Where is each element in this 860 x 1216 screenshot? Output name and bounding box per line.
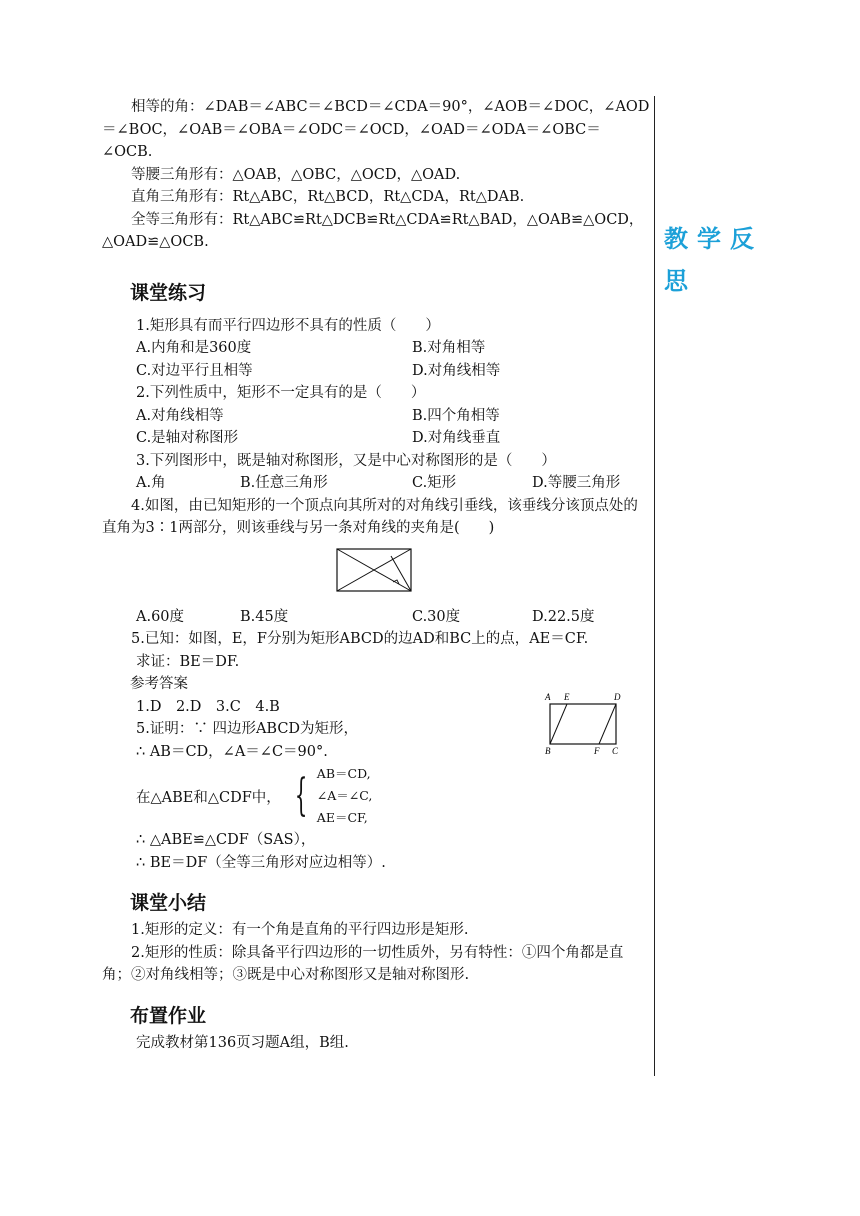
- proof-line: ∴ BE＝DF（全等三角形对应边相等）.: [136, 854, 386, 871]
- rectangle-diagonal-figure: [336, 548, 412, 592]
- equation: AB＝CD,: [316, 766, 371, 781]
- brace-icon: {: [294, 770, 308, 821]
- question-1: 1.矩形具有而平行四边形不具有的性质（ ）: [136, 317, 440, 334]
- proof-line: 在△ABE和△CDF中，: [136, 789, 281, 806]
- summary-heading: 课堂小结: [130, 892, 207, 914]
- question-3: 3.下列图形中，既是轴对称图形，又是中心对称图形的是（ ）: [136, 452, 556, 469]
- equation: AE＝CF,: [316, 810, 368, 825]
- option: A.角: [136, 475, 166, 491]
- point-label: B: [545, 746, 551, 756]
- option: D.对角线相等: [412, 362, 501, 379]
- option: A.60度: [136, 608, 185, 625]
- question-4-options: [102, 606, 650, 629]
- question-2-options: [102, 405, 650, 428]
- homework-heading: 布置作业: [130, 1004, 207, 1027]
- option: D.22.5度: [532, 608, 595, 625]
- isosceles-text: 等腰三角形有：△OAB，△OBC，△OCD，△OAD.: [131, 166, 461, 183]
- column-divider: [654, 96, 655, 1076]
- homework-text: 完成教材第136页习题A组，B组.: [136, 1034, 349, 1051]
- answer-list: 1.D 2.D 3.C 4.B: [136, 698, 280, 715]
- point-label: E: [564, 692, 570, 702]
- answer-title: 参考答案: [130, 676, 188, 692]
- option: B.任意三角形: [240, 475, 328, 491]
- point-label: C: [612, 746, 619, 756]
- option: D.对角线垂直: [412, 430, 501, 446]
- option: C.对边平行且相等: [136, 362, 253, 379]
- lesson-content: [102, 96, 650, 1054]
- option: C.是轴对称图形: [136, 430, 239, 446]
- question-4: 4.如图，由已知矩形的一个顶点向其所对的对角线引垂线，该垂线分该顶点处的直角为3∶1两部分，则该垂线与另一条对角线的夹角是( ): [102, 497, 638, 536]
- option: A.对角线相等: [136, 407, 224, 424]
- proof-system: [102, 763, 650, 829]
- question-5-prove: 求证：BE＝DF.: [136, 653, 240, 670]
- summary-item: 1.矩形的定义：有一个角是直角的平行四边形是矩形.: [131, 922, 469, 938]
- option: B.对角相等: [412, 340, 486, 356]
- summary-item: 2.矩形的性质：除具备平行四边形的一切性质外，另有特性：①四个角都是直角；②对角线相等；③既是中心对称图形又是轴对称图形.: [102, 944, 624, 983]
- question-2-options: [102, 427, 650, 450]
- option: B.四个角相等: [412, 407, 500, 424]
- parallelogram-figure: [542, 691, 624, 757]
- point-label: D: [614, 692, 621, 702]
- point-label: F: [594, 746, 600, 756]
- question-1-options: [102, 360, 650, 383]
- equation: ∠A＝∠C,: [316, 788, 373, 803]
- question-2: 2.下列性质中，矩形不一定具有的是（ ）: [136, 385, 426, 401]
- proof-line: ∴ △ABE≌△CDF（SAS），: [136, 832, 316, 848]
- question-3-options: [102, 472, 650, 495]
- option: D.等腰三角形: [532, 475, 621, 491]
- proof-line: ∴ AB＝CD，∠A＝∠C＝90°.: [136, 743, 328, 760]
- equal-angles-text: 相等的角：∠DAB＝∠ABC＝∠BCD＝∠CDA＝90°，∠AOB＝∠DOC，∠AOD＝∠BOC，∠OAB＝∠OBA＝∠ODC＝∠OCD，∠OAD＝∠ODA＝∠OBC＝∠OCB.: [102, 99, 650, 160]
- option: C.30度: [412, 608, 461, 625]
- proof-line: 5.证明：∵ 四边形ABCD为矩形，: [136, 721, 359, 737]
- question-1-options: [102, 337, 650, 360]
- option: B.45度: [240, 608, 289, 625]
- right-triangle-text: 直角三角形有：Rt△ABC，Rt△BCD，Rt△CDA，Rt△DAB.: [131, 189, 525, 205]
- practice-heading: 课堂练习: [130, 281, 207, 304]
- question-5: 5.已知：如图，E，F分别为矩形ABCD的边AD和BC上的点，AE＝CF.: [131, 631, 589, 647]
- option: A.内角和是360度: [136, 340, 252, 356]
- congruent-text: 全等三角形有：Rt△ABC≌Rt△DCB≌Rt△CDA≌Rt△BAD，△OAB≌△OCD，△OAD≌△OCB.: [102, 211, 644, 250]
- option: C.矩形: [412, 475, 457, 491]
- equation-system: [317, 763, 373, 829]
- point-label: A: [545, 692, 551, 702]
- teaching-reflection-label: 教学反思: [664, 225, 763, 295]
